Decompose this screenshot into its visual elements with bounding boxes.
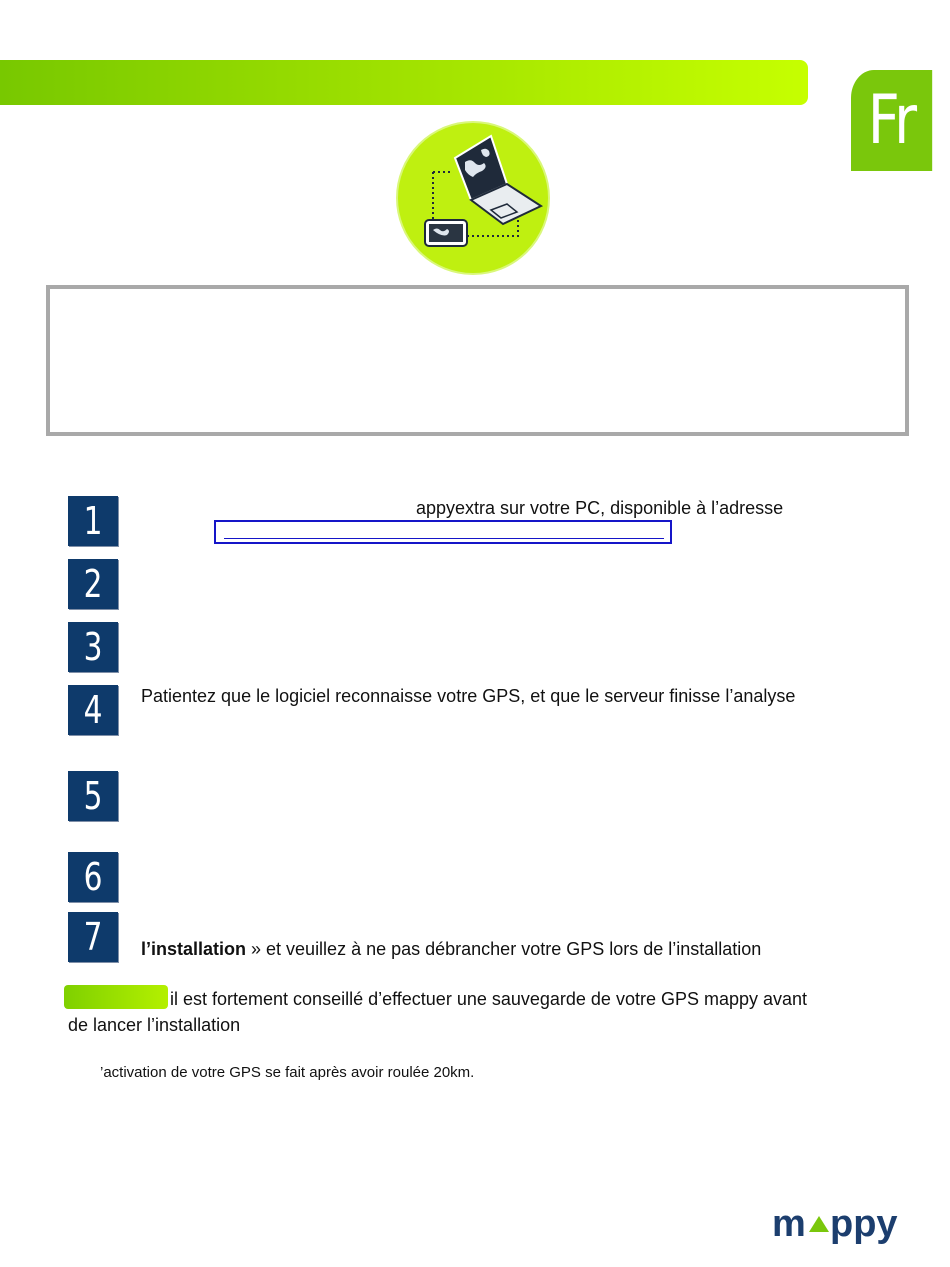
step-number-4: 4 bbox=[68, 685, 118, 735]
activation-note: ’activation de votre GPS se fait après avoir roulée 20km. bbox=[100, 1064, 475, 1081]
step-number-3: 3 bbox=[68, 622, 118, 672]
step-number-2: 2 bbox=[68, 559, 118, 609]
step-number-7: 7 bbox=[68, 912, 118, 962]
svg-text:m: m bbox=[772, 1203, 806, 1245]
step-7-text bbox=[141, 938, 761, 960]
language-badge: Fr bbox=[851, 70, 932, 171]
laptop-world-map-gps-icon bbox=[395, 120, 551, 276]
step-number-1: 1 bbox=[68, 496, 118, 546]
step-4-text: Patientez que le logiciel reconnaisse votre GPS, et que le serveur finisse l’analyse bbox=[141, 686, 796, 706]
download-link[interactable] bbox=[214, 520, 672, 544]
top-accent-bar bbox=[0, 60, 808, 105]
step-1-text: appyextra sur votre PC, disponible à l’adresse bbox=[416, 498, 784, 518]
svg-text:ppy: ppy bbox=[830, 1203, 898, 1245]
mappy-logo bbox=[772, 1202, 912, 1250]
info-box bbox=[46, 285, 909, 436]
step-number-6: 6 bbox=[68, 852, 118, 902]
step-7-bold: l’installation bbox=[141, 939, 247, 959]
note-line-1: il est fortement conseillé d’effectuer une sauvegarde de votre GPS mappy avant bbox=[170, 989, 808, 1009]
note-highlight bbox=[64, 985, 168, 1009]
note-line-2: de lancer l’installation bbox=[68, 1015, 241, 1035]
step-7-rest: » et veuillez à ne pas débrancher votre GPS lors de l’installation bbox=[246, 939, 762, 959]
step-number-5: 5 bbox=[68, 771, 118, 821]
